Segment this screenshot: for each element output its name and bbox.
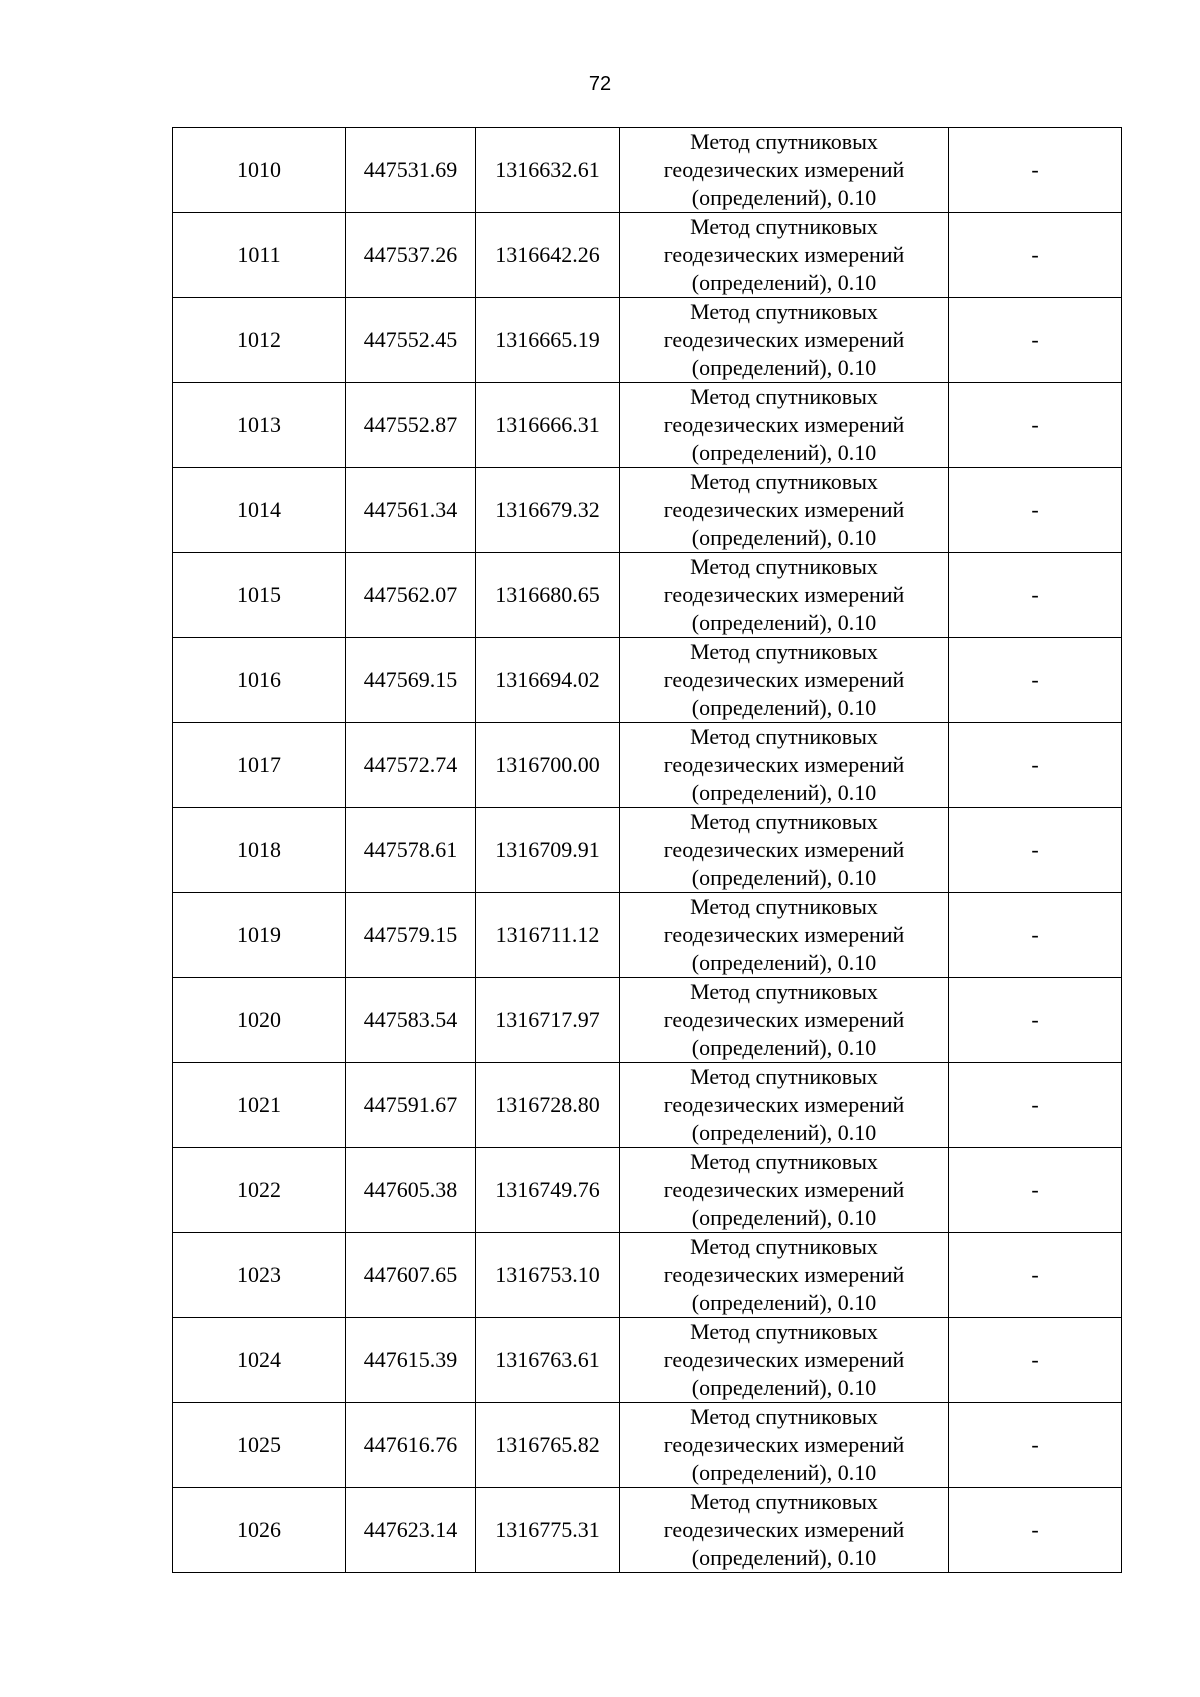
table-row xyxy=(173,298,1122,383)
method-line: (определений), 0.10 xyxy=(691,1545,877,1570)
x-coordinate-cell: 447578.61 xyxy=(346,808,476,893)
method-cell xyxy=(620,638,949,723)
table-row xyxy=(173,383,1122,468)
method-cell xyxy=(620,468,949,553)
method-line: (определений), 0.10 xyxy=(691,1205,877,1230)
method-cell xyxy=(620,553,949,638)
table-row xyxy=(173,1063,1122,1148)
x-coordinate-cell: 447537.26 xyxy=(346,213,476,298)
method-line: геодезических измерений xyxy=(663,1007,905,1032)
note-cell: - xyxy=(949,1318,1122,1403)
note-cell: - xyxy=(949,553,1122,638)
method-line: геодезических измерений xyxy=(663,1347,905,1372)
point-number-cell: 1010 xyxy=(173,128,346,213)
point-number-cell: 1020 xyxy=(173,978,346,1063)
point-number-cell: 1016 xyxy=(173,638,346,723)
x-coordinate-cell: 447616.76 xyxy=(346,1403,476,1488)
method-line: Метод спутниковых xyxy=(690,1319,878,1344)
method-line: Метод спутниковых xyxy=(690,129,878,154)
note-cell: - xyxy=(949,893,1122,978)
x-coordinate-cell: 447623.14 xyxy=(346,1488,476,1573)
method-line: Метод спутниковых xyxy=(690,1404,878,1429)
x-coordinate-cell: 447591.67 xyxy=(346,1063,476,1148)
note-cell: - xyxy=(949,383,1122,468)
y-coordinate-cell: 1316642.26 xyxy=(476,213,620,298)
table-row xyxy=(173,808,1122,893)
table-row xyxy=(173,1148,1122,1233)
note-cell: - xyxy=(949,1488,1122,1573)
table-row xyxy=(173,468,1122,553)
method-line: Метод спутниковых xyxy=(690,299,878,324)
method-line: Метод спутниковых xyxy=(690,639,878,664)
note-cell: - xyxy=(949,1148,1122,1233)
coordinates-table xyxy=(172,127,1122,1573)
table-row xyxy=(173,1318,1122,1403)
x-coordinate-cell: 447607.65 xyxy=(346,1233,476,1318)
method-cell xyxy=(620,1488,949,1573)
method-line: Метод спутниковых xyxy=(690,1489,878,1514)
y-coordinate-cell: 1316728.80 xyxy=(476,1063,620,1148)
note-cell: - xyxy=(949,808,1122,893)
method-line: геодезических измерений xyxy=(663,327,905,352)
method-line: (определений), 0.10 xyxy=(691,1290,877,1315)
point-number-cell: 1012 xyxy=(173,298,346,383)
method-line: геодезических измерений xyxy=(663,497,905,522)
point-number-cell: 1025 xyxy=(173,1403,346,1488)
point-number-cell: 1022 xyxy=(173,1148,346,1233)
y-coordinate-cell: 1316765.82 xyxy=(476,1403,620,1488)
point-number-cell: 1017 xyxy=(173,723,346,808)
method-line: геодезических измерений xyxy=(663,1177,905,1202)
method-line: геодезических измерений xyxy=(663,1432,905,1457)
method-cell xyxy=(620,893,949,978)
method-line: Метод спутниковых xyxy=(690,1149,878,1174)
point-number-cell: 1015 xyxy=(173,553,346,638)
y-coordinate-cell: 1316753.10 xyxy=(476,1233,620,1318)
y-coordinate-cell: 1316680.65 xyxy=(476,553,620,638)
method-line: (определений), 0.10 xyxy=(691,950,877,975)
method-line: (определений), 0.10 xyxy=(691,185,877,210)
point-number-cell: 1013 xyxy=(173,383,346,468)
page-number: 72 xyxy=(588,73,612,95)
x-coordinate-cell: 447531.69 xyxy=(346,128,476,213)
method-cell xyxy=(620,213,949,298)
y-coordinate-cell: 1316666.31 xyxy=(476,383,620,468)
note-cell: - xyxy=(949,978,1122,1063)
x-coordinate-cell: 447605.38 xyxy=(346,1148,476,1233)
table-row xyxy=(173,1233,1122,1318)
x-coordinate-cell: 447569.15 xyxy=(346,638,476,723)
x-coordinate-cell: 447583.54 xyxy=(346,978,476,1063)
y-coordinate-cell: 1316709.91 xyxy=(476,808,620,893)
method-line: (определений), 0.10 xyxy=(691,270,877,295)
method-line: Метод спутниковых xyxy=(690,724,878,749)
method-cell xyxy=(620,978,949,1063)
point-number-cell: 1014 xyxy=(173,468,346,553)
method-line: геодезических измерений xyxy=(663,1517,905,1542)
method-line: (определений), 0.10 xyxy=(691,865,877,890)
method-cell xyxy=(620,128,949,213)
x-coordinate-cell: 447552.45 xyxy=(346,298,476,383)
method-line: Метод спутниковых xyxy=(690,214,878,239)
method-line: Метод спутниковых xyxy=(690,469,878,494)
method-line: Метод спутниковых xyxy=(690,554,878,579)
method-line: (определений), 0.10 xyxy=(691,440,877,465)
table-row xyxy=(173,213,1122,298)
table-row xyxy=(173,128,1122,213)
method-line: Метод спутниковых xyxy=(690,894,878,919)
method-line: геодезических измерений xyxy=(663,837,905,862)
method-line: Метод спутниковых xyxy=(690,384,878,409)
method-line: (определений), 0.10 xyxy=(691,695,877,720)
method-line: (определений), 0.10 xyxy=(691,1375,877,1400)
x-coordinate-cell: 447561.34 xyxy=(346,468,476,553)
x-coordinate-cell: 447552.87 xyxy=(346,383,476,468)
note-cell: - xyxy=(949,128,1122,213)
point-number-cell: 1019 xyxy=(173,893,346,978)
point-number-cell: 1018 xyxy=(173,808,346,893)
table-row xyxy=(173,638,1122,723)
method-line: (определений), 0.10 xyxy=(691,355,877,380)
note-cell: - xyxy=(949,1063,1122,1148)
point-number-cell: 1021 xyxy=(173,1063,346,1148)
note-cell: - xyxy=(949,1403,1122,1488)
table-row xyxy=(173,893,1122,978)
method-cell xyxy=(620,723,949,808)
coordinates-table-body xyxy=(173,128,1122,1573)
table-row xyxy=(173,553,1122,638)
y-coordinate-cell: 1316749.76 xyxy=(476,1148,620,1233)
method-cell xyxy=(620,808,949,893)
method-line: геодезических измерений xyxy=(663,157,905,182)
y-coordinate-cell: 1316665.19 xyxy=(476,298,620,383)
method-line: Метод спутниковых xyxy=(690,979,878,1004)
method-line: геодезических измерений xyxy=(663,582,905,607)
y-coordinate-cell: 1316775.31 xyxy=(476,1488,620,1573)
method-line: Метод спутниковых xyxy=(690,1234,878,1259)
y-coordinate-cell: 1316717.97 xyxy=(476,978,620,1063)
method-line: геодезических измерений xyxy=(663,412,905,437)
method-cell xyxy=(620,1148,949,1233)
note-cell: - xyxy=(949,298,1122,383)
method-line: (определений), 0.10 xyxy=(691,525,877,550)
method-line: (определений), 0.10 xyxy=(691,1460,877,1485)
y-coordinate-cell: 1316700.00 xyxy=(476,723,620,808)
x-coordinate-cell: 447579.15 xyxy=(346,893,476,978)
y-coordinate-cell: 1316694.02 xyxy=(476,638,620,723)
method-cell xyxy=(620,298,949,383)
method-line: геодезических измерений xyxy=(663,242,905,267)
method-line: (определений), 0.10 xyxy=(691,1035,877,1060)
table-row xyxy=(173,978,1122,1063)
x-coordinate-cell: 447562.07 xyxy=(346,553,476,638)
method-line: (определений), 0.10 xyxy=(691,610,877,635)
table-row xyxy=(173,1403,1122,1488)
method-line: (определений), 0.10 xyxy=(691,1120,877,1145)
method-line: геодезических измерений xyxy=(663,1262,905,1287)
method-line: Метод спутниковых xyxy=(690,809,878,834)
note-cell: - xyxy=(949,468,1122,553)
note-cell: - xyxy=(949,213,1122,298)
x-coordinate-cell: 447572.74 xyxy=(346,723,476,808)
y-coordinate-cell: 1316763.61 xyxy=(476,1318,620,1403)
point-number-cell: 1026 xyxy=(173,1488,346,1573)
method-line: Метод спутниковых xyxy=(690,1064,878,1089)
method-line: (определений), 0.10 xyxy=(691,780,877,805)
y-coordinate-cell: 1316632.61 xyxy=(476,128,620,213)
method-line: геодезических измерений xyxy=(663,667,905,692)
note-cell: - xyxy=(949,1233,1122,1318)
method-cell xyxy=(620,1318,949,1403)
method-cell xyxy=(620,1403,949,1488)
method-cell xyxy=(620,1233,949,1318)
point-number-cell: 1023 xyxy=(173,1233,346,1318)
method-line: геодезических измерений xyxy=(663,922,905,947)
method-line: геодезических измерений xyxy=(663,1092,905,1117)
note-cell: - xyxy=(949,723,1122,808)
y-coordinate-cell: 1316679.32 xyxy=(476,468,620,553)
method-cell xyxy=(620,1063,949,1148)
table-row xyxy=(173,1488,1122,1573)
note-cell: - xyxy=(949,638,1122,723)
point-number-cell: 1024 xyxy=(173,1318,346,1403)
y-coordinate-cell: 1316711.12 xyxy=(476,893,620,978)
x-coordinate-cell: 447615.39 xyxy=(346,1318,476,1403)
point-number-cell: 1011 xyxy=(173,213,346,298)
method-cell xyxy=(620,383,949,468)
table-row xyxy=(173,723,1122,808)
method-line: геодезических измерений xyxy=(663,752,905,777)
